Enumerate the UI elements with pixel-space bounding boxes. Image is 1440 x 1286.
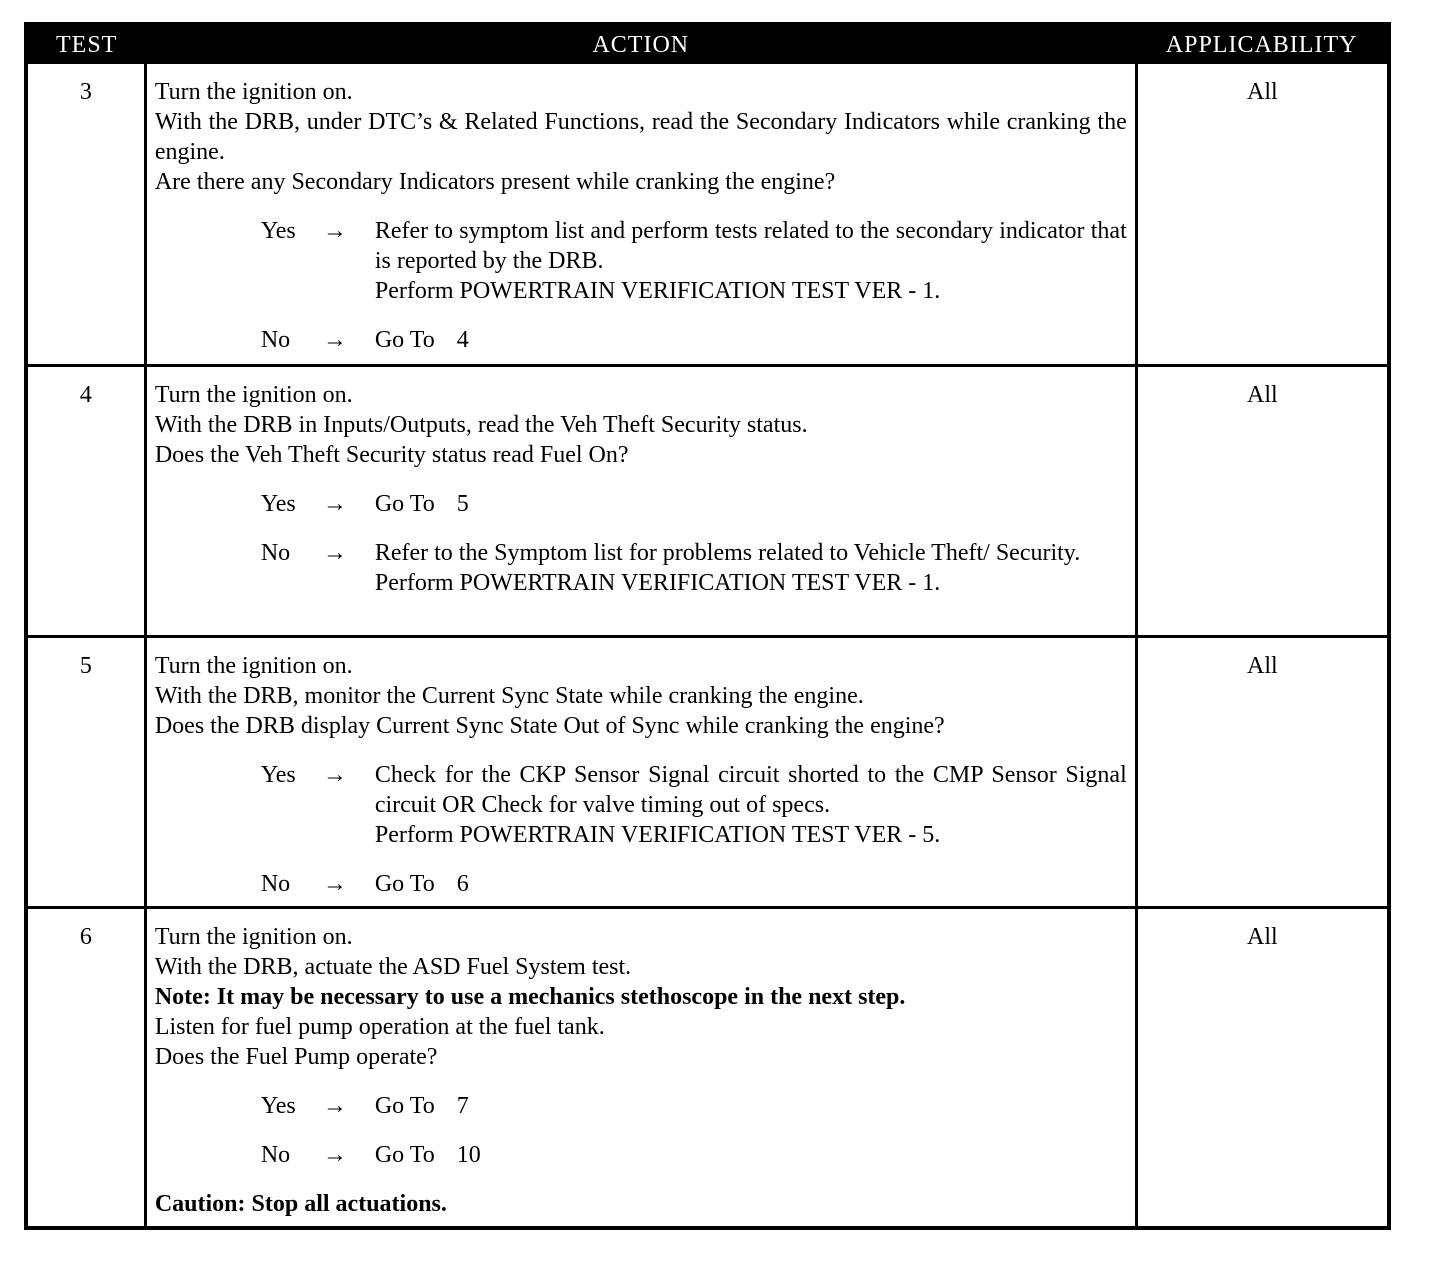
action-line: With the DRB, actuate the ASD Fuel System test. (154, 953, 632, 980)
action-line: Listen for fuel pump operation at the fuel tank. (154, 1013, 605, 1040)
table-row (26, 64, 1389, 365)
yes-label: Yes (260, 761, 296, 788)
table-header-row (26, 24, 1389, 64)
yes-outcome (155, 760, 1127, 850)
goto-label: Go To (374, 870, 435, 897)
header-action: ACTION (145, 24, 1136, 64)
table-row (26, 636, 1389, 907)
applicability-value: All (1136, 365, 1389, 636)
right-arrow-icon: → (322, 1092, 347, 1119)
applicability-value: All (1136, 64, 1389, 365)
right-arrow-icon: → (322, 218, 347, 244)
diagnostic-procedure-table (24, 22, 1391, 1230)
right-arrow-icon: → (322, 490, 347, 517)
outcome-text: Check for the CKP Sensor Signal circuit shorted to the CMP Sensor Signal circuit OR Check for valve timing out of specs. (374, 761, 1127, 818)
no-outcome (155, 538, 1127, 598)
goto-label: Go To (374, 1092, 435, 1119)
action-line: Turn the ignition on. (154, 381, 353, 408)
action-cell (145, 365, 1136, 636)
action-line: Turn the ignition on. (154, 652, 353, 679)
applicability-value: All (1136, 907, 1389, 1228)
perform-text: Perform POWERTRAIN VERIFICATION TEST VER - 5. (374, 821, 941, 848)
applicability-value: All (1136, 636, 1389, 907)
table-row (26, 907, 1389, 1228)
action-line: Does the Veh Theft Security status read Fuel On? (154, 441, 629, 468)
yes-outcome (155, 1091, 1127, 1121)
action-line: Turn the ignition on. (154, 79, 353, 105)
no-label: No (260, 539, 291, 566)
no-label: No (260, 327, 291, 353)
action-cell (145, 907, 1136, 1228)
action-cell (145, 636, 1136, 907)
action-line: Does the DRB display Current Sync State Out of Sync while cranking the engine? (154, 712, 945, 739)
right-arrow-icon: → (322, 761, 347, 788)
no-outcome (155, 1140, 1127, 1170)
header-applicability: APPLICABILITY (1136, 24, 1389, 64)
right-arrow-icon: → (322, 539, 347, 566)
table-row (26, 365, 1389, 636)
goto-number: 4 (456, 327, 469, 353)
test-number: 4 (26, 365, 145, 636)
right-arrow-icon: → (322, 870, 347, 897)
caution-text: Caution: Stop all actuations. (154, 1190, 447, 1217)
outcome-text: Refer to symptom list and perform tests related to the secondary indicator that is reported by the DRB. (374, 218, 1127, 274)
right-arrow-icon: → (322, 327, 347, 353)
goto-number: 5 (456, 490, 469, 517)
test-number: 5 (26, 636, 145, 907)
goto-label: Go To (374, 1141, 435, 1168)
perform-text: Perform POWERTRAIN VERIFICATION TEST VER - 1. (374, 278, 941, 304)
goto-number: 10 (456, 1141, 481, 1168)
yes-label: Yes (260, 490, 296, 517)
note-text: Note: It may be necessary to use a mechanics stethoscope in the next step. (154, 983, 906, 1010)
goto-label: Go To (374, 327, 435, 353)
outcome-text: Refer to the Symptom list for problems related to Vehicle Theft/ Security. (374, 539, 1081, 566)
action-line: With the DRB in Inputs/Outputs, read the Veh Theft Security status. (154, 411, 808, 438)
no-outcome (155, 325, 1127, 355)
header-test: TEST (26, 24, 145, 64)
action-line: With the DRB, monitor the Current Sync State while cranking the engine. (154, 682, 864, 709)
no-outcome (155, 869, 1127, 899)
action-line: Does the Fuel Pump operate? (154, 1043, 438, 1070)
right-arrow-icon: → (322, 1141, 347, 1168)
goto-label: Go To (374, 490, 435, 517)
no-label: No (260, 1141, 291, 1168)
goto-number: 7 (456, 1092, 469, 1119)
yes-outcome (155, 489, 1127, 519)
yes-label: Yes (260, 218, 296, 244)
action-line: Are there any Secondary Indicators present while cranking the engine? (154, 169, 836, 195)
test-number: 6 (26, 907, 145, 1228)
no-label: No (260, 870, 291, 897)
yes-label: Yes (260, 1092, 296, 1119)
action-cell (145, 64, 1136, 365)
goto-number: 6 (456, 870, 469, 897)
yes-outcome (155, 216, 1127, 306)
perform-text: Perform POWERTRAIN VERIFICATION TEST VER - 1. (374, 569, 941, 596)
action-line: With the DRB, under DTC’s & Related Functions, read the Secondary Indicators while cranking the engine. (154, 109, 1127, 165)
test-number: 3 (26, 64, 145, 365)
action-line: Turn the ignition on. (154, 923, 353, 950)
